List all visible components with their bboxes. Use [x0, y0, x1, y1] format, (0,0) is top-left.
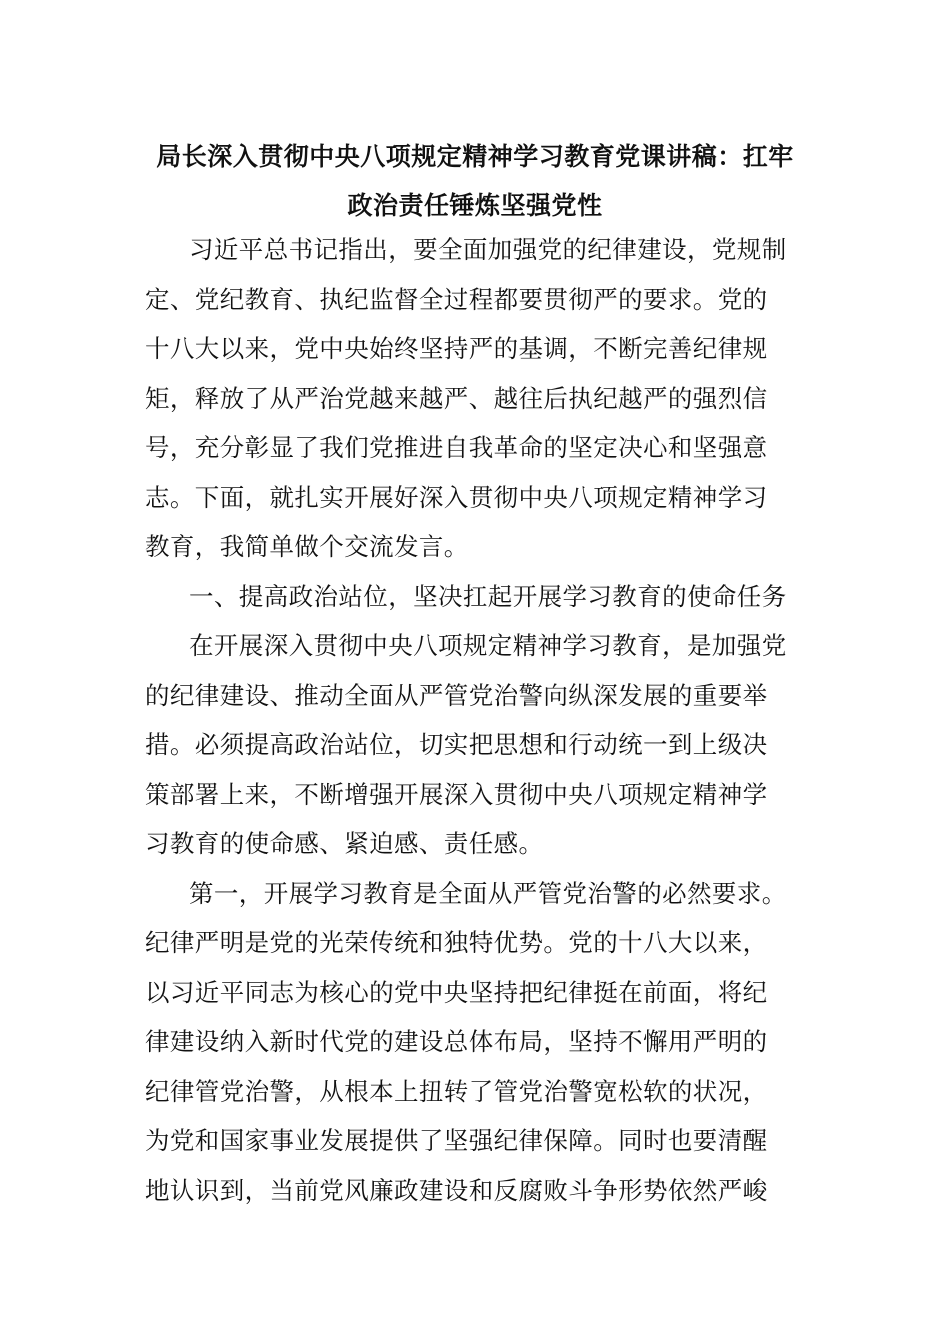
paragraph-line: 定、党纪教育、执纪监督全过程都要贯彻严的要求。党的	[145, 284, 768, 314]
paragraph-line: 十八大以来，党中央始终坚持严的基调，不断完善纪律规	[145, 334, 768, 363]
paragraph-line: 第一，开展学习教育是全面从严管党治警的必然要求。	[189, 878, 787, 908]
paragraph-line: 习近平总书记指出，要全面加强党的纪律建设，党规制	[189, 235, 787, 264]
paragraph-line: 教育，我简单做个交流发言。	[145, 532, 469, 561]
section-heading: 一、提高政治站位，坚决扛起开展学习教育的使命任务	[189, 581, 787, 611]
paragraph-line: 的纪律建设、推动全面从严管党治警向纵深发展的重要举	[145, 680, 768, 710]
title-line-1: 局长深入贯彻中央八项规定精神学习教育党课讲稿：扛牢	[156, 142, 794, 171]
paragraph-line: 为党和国家事业发展提供了坚强纪律保障。同时也要清醒	[145, 1126, 768, 1155]
document-body	[145, 225, 810, 1215]
paragraph-line: 纪律严明是党的光荣传统和独特优势。党的十八大以来，	[145, 928, 768, 957]
title-line-2: 政治责任锤炼坚强党性	[347, 191, 603, 220]
paragraph-line: 号，充分彰显了我们党推进自我革命的坚定决心和坚强意	[145, 433, 768, 462]
paragraph-line: 地认识到，当前党风廉政建设和反腐败斗争形势依然严峻	[145, 1175, 768, 1205]
paragraph-line: 律建设纳入新时代党的建设总体布局，坚持不懈用严明的	[145, 1027, 768, 1056]
paragraph-line: 在开展深入贯彻中央八项规定精神学习教育，是加强党	[189, 631, 787, 660]
paragraph-line: 矩，释放了从严治党越来越严、越往后执纪越严的强烈信	[145, 383, 768, 413]
paragraph-line: 志。下面，就扎实开展好深入贯彻中央八项规定精神学习	[145, 482, 768, 512]
paragraph-line: 以习近平同志为核心的党中央坚持把纪律挺在前面，将纪	[145, 977, 768, 1007]
paragraph-line: 纪律管党治警，从根本上扭转了管党治警宽松软的状况，	[145, 1076, 768, 1106]
document-title	[140, 132, 810, 230]
paragraph-line: 习教育的使命感、紧迫感、责任感。	[145, 829, 544, 858]
paragraph-line: 策部署上来，不断增强开展深入贯彻中央八项规定精神学	[145, 779, 768, 809]
paragraph-line: 措。必须提高政治站位，切实把思想和行动统一到上级决	[145, 730, 768, 759]
